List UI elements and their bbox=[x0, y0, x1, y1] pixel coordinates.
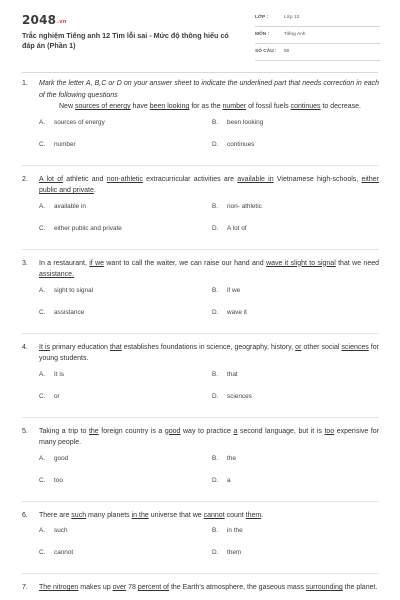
option-letter: A. bbox=[39, 527, 46, 534]
answer-option[interactable] bbox=[39, 309, 84, 316]
question-number: 3. bbox=[22, 259, 28, 267]
question-item bbox=[22, 582, 379, 594]
underlined-part: in the bbox=[131, 511, 149, 519]
question-item bbox=[22, 258, 379, 334]
question-number: 6. bbox=[22, 511, 28, 519]
answer-options bbox=[22, 287, 379, 333]
option-text: available in bbox=[54, 202, 86, 210]
answer-option[interactable] bbox=[212, 393, 252, 400]
question-item bbox=[22, 510, 379, 575]
option-text: assistance bbox=[54, 308, 85, 316]
answer-option[interactable] bbox=[39, 119, 105, 126]
underlined-part: good bbox=[164, 427, 181, 435]
meta-value: Tiếng Anh bbox=[284, 32, 306, 37]
underlined-part: A lot of bbox=[39, 175, 64, 183]
option-letter: A. bbox=[39, 286, 46, 294]
option-text: either public and private bbox=[54, 224, 122, 232]
option-text: or bbox=[54, 392, 60, 400]
site-logo[interactable] bbox=[22, 13, 67, 27]
meta-value: Lớp 12 bbox=[284, 15, 300, 20]
option-text: good bbox=[54, 454, 69, 462]
sentence-text: athletic and bbox=[63, 175, 107, 183]
sentence-text: In a restaurant, bbox=[39, 259, 90, 267]
option-text: in the bbox=[227, 527, 243, 534]
question-item bbox=[22, 174, 379, 250]
question-text bbox=[22, 510, 379, 522]
option-letter: D. bbox=[212, 140, 219, 148]
option-letter: C. bbox=[39, 224, 46, 232]
underlined-part: sources of energy bbox=[74, 103, 131, 110]
option-text: A lot of bbox=[227, 224, 247, 232]
option-letter: D. bbox=[212, 392, 219, 400]
sentence-text: extracurricular activities are bbox=[142, 175, 238, 183]
question-text bbox=[22, 582, 379, 594]
sentence-text: want to call the waiter, we can raise our hand and bbox=[104, 259, 267, 267]
answer-option[interactable] bbox=[212, 141, 254, 148]
answer-option[interactable] bbox=[39, 287, 93, 294]
sentence-text: count bbox=[224, 511, 246, 519]
sentence-text: expensive for many people. bbox=[39, 427, 380, 446]
sentence-text: New bbox=[59, 103, 75, 110]
question-divider bbox=[22, 501, 379, 502]
question-sentence bbox=[39, 101, 379, 113]
question-text bbox=[22, 78, 379, 113]
question-divider bbox=[22, 417, 379, 418]
sentence-text: . bbox=[93, 187, 96, 194]
question-list bbox=[0, 78, 400, 594]
option-text: if we bbox=[227, 286, 241, 294]
question-number: 7. bbox=[22, 584, 28, 591]
underlined-part: wave it slight to signal bbox=[266, 259, 336, 267]
answer-option[interactable] bbox=[39, 203, 86, 210]
option-text: sciences bbox=[227, 392, 252, 400]
sentence-text: 78 bbox=[126, 584, 138, 591]
option-text: too bbox=[54, 476, 63, 484]
question-text bbox=[22, 174, 379, 197]
question-text bbox=[22, 426, 379, 449]
meta-row-question-count bbox=[255, 47, 380, 61]
underlined-part: or bbox=[295, 343, 302, 351]
option-text: sight to signal bbox=[54, 286, 94, 294]
underlined-part: sciences bbox=[341, 343, 369, 351]
meta-label: LỚP : bbox=[255, 15, 269, 20]
sentence-text: other social bbox=[301, 343, 342, 351]
option-text: number bbox=[54, 140, 76, 148]
option-letter: B. bbox=[212, 118, 219, 126]
meta-row-subject bbox=[255, 30, 380, 44]
document-title: Trắc nghiệm Tiếng anh 12 Tìm lỗi sai - Mức độ thông hiểu có đáp án (Phần 1) bbox=[22, 31, 229, 50]
question-sentence bbox=[39, 426, 379, 449]
question-sentence bbox=[39, 510, 379, 522]
sentence-text: foreign country is a bbox=[98, 427, 165, 435]
option-text: them bbox=[227, 549, 242, 556]
question-item bbox=[22, 342, 379, 418]
question-divider bbox=[22, 573, 379, 574]
answer-option[interactable] bbox=[39, 477, 63, 484]
sentence-text: Taking a trip to bbox=[39, 427, 89, 435]
underlined-part: the bbox=[88, 427, 99, 435]
option-letter: A. bbox=[39, 370, 46, 378]
question-divider bbox=[22, 249, 379, 250]
question-item bbox=[22, 78, 379, 166]
underlined-part: available in bbox=[237, 175, 274, 183]
question-sentence bbox=[39, 174, 379, 197]
question-sentence bbox=[39, 582, 379, 594]
sentence-text: of fossil fuels bbox=[246, 103, 291, 110]
answer-options bbox=[22, 455, 379, 501]
option-letter: D. bbox=[212, 308, 219, 316]
underlined-part: number bbox=[222, 103, 247, 110]
meta-label: MÔN : bbox=[255, 32, 270, 37]
question-text bbox=[22, 258, 379, 281]
underlined-part: either public and private bbox=[39, 175, 379, 194]
sentence-text: . bbox=[261, 511, 264, 519]
sentence-text: for as the bbox=[189, 103, 223, 110]
option-letter: A. bbox=[39, 454, 46, 462]
answer-option[interactable] bbox=[212, 203, 262, 210]
question-item bbox=[22, 426, 379, 502]
option-text: cannot bbox=[54, 549, 74, 556]
answer-option[interactable] bbox=[212, 549, 241, 556]
option-text: continues bbox=[227, 140, 255, 148]
answer-option[interactable] bbox=[212, 477, 231, 484]
option-letter: C. bbox=[39, 476, 46, 484]
option-text: such bbox=[54, 527, 68, 534]
option-letter: C. bbox=[39, 140, 46, 148]
sentence-text: makes up bbox=[78, 584, 113, 591]
question-sentence bbox=[39, 342, 379, 365]
sentence-text: second language, but it is bbox=[237, 427, 325, 435]
answer-option[interactable] bbox=[212, 309, 247, 316]
sentence-text: many planets bbox=[86, 511, 132, 519]
question-sentence bbox=[39, 258, 379, 281]
underlined-part: cannot bbox=[203, 511, 225, 519]
option-text: wave it bbox=[227, 308, 247, 316]
meta-label: SỐ CÂU : bbox=[255, 49, 277, 54]
sentence-text: the Earth's atmosphere, the gaseous mass bbox=[169, 584, 306, 591]
question-divider bbox=[22, 165, 379, 166]
underlined-part: if we bbox=[89, 259, 105, 267]
sentence-text: have bbox=[130, 103, 150, 110]
logo-tld: .vn bbox=[57, 19, 67, 25]
question-instructions: Mark the letter A, B,C or D on your answer sheet to indicate the underlined part that needs correction in each of the following questions bbox=[39, 80, 379, 99]
answer-option[interactable] bbox=[212, 527, 243, 534]
underlined-part: percent of bbox=[137, 584, 170, 591]
underlined-part: continues bbox=[290, 103, 321, 110]
option-text: a bbox=[227, 476, 231, 484]
underlined-part: surrounding bbox=[305, 584, 343, 591]
sentence-text: the planet. bbox=[342, 584, 378, 591]
sentence-text: establishes foundations in science, geography, history, bbox=[121, 343, 296, 351]
option-letter: C. bbox=[39, 549, 46, 556]
option-letter: B. bbox=[212, 202, 219, 210]
option-letter: B. bbox=[212, 454, 219, 462]
answer-options bbox=[22, 119, 379, 165]
option-text: been looking bbox=[227, 118, 264, 126]
option-letter: B. bbox=[212, 286, 219, 294]
answer-option[interactable] bbox=[39, 455, 68, 462]
option-text: It is bbox=[54, 370, 64, 378]
document-meta bbox=[255, 13, 380, 64]
question-number: 5. bbox=[22, 427, 28, 435]
option-letter: A. bbox=[39, 118, 46, 126]
option-letter: D. bbox=[212, 476, 219, 484]
sentence-text: There are bbox=[39, 511, 72, 519]
answer-option[interactable] bbox=[212, 371, 238, 378]
option-letter: B. bbox=[212, 370, 219, 378]
answer-options bbox=[22, 527, 379, 573]
option-letter: C. bbox=[39, 308, 46, 316]
answer-option[interactable] bbox=[212, 225, 247, 232]
underlined-part: been looking bbox=[149, 103, 190, 110]
answer-options bbox=[22, 371, 379, 417]
answer-options bbox=[22, 203, 379, 249]
underlined-part: a bbox=[233, 427, 238, 435]
answer-option[interactable] bbox=[39, 141, 76, 148]
sentence-text: universe that we bbox=[148, 511, 204, 519]
option-letter: A. bbox=[39, 202, 46, 210]
answer-option[interactable] bbox=[212, 119, 263, 126]
option-letter: C. bbox=[39, 392, 46, 400]
sentence-text: for young students. bbox=[39, 343, 380, 362]
logo-text: 2048 bbox=[22, 13, 57, 27]
question-text bbox=[22, 342, 379, 365]
answer-option[interactable] bbox=[39, 549, 73, 556]
question-divider bbox=[22, 333, 379, 334]
option-text: sources of energy bbox=[54, 118, 105, 126]
underlined-part: The nitrogen bbox=[39, 584, 79, 591]
underlined-part: that bbox=[109, 343, 122, 351]
question-number: 2. bbox=[22, 175, 28, 183]
option-letter: D. bbox=[212, 549, 219, 556]
question-number: 4. bbox=[22, 343, 28, 351]
page-header bbox=[0, 0, 400, 62]
option-text: the bbox=[227, 454, 236, 462]
question-number: 1. bbox=[22, 80, 28, 87]
answer-option[interactable] bbox=[39, 225, 122, 232]
sentence-text: way to practice bbox=[180, 427, 234, 435]
underlined-part: It is bbox=[39, 343, 51, 351]
underlined-part: over bbox=[112, 584, 127, 591]
sentence-text: Vietnamese high-schools, bbox=[273, 175, 362, 183]
sentence-text: to decrease. bbox=[320, 103, 361, 110]
answer-option[interactable] bbox=[212, 455, 236, 462]
underlined-part: assistance. bbox=[39, 271, 75, 278]
answer-option[interactable] bbox=[39, 371, 64, 378]
answer-option[interactable] bbox=[212, 287, 240, 294]
underlined-part: them bbox=[245, 511, 262, 519]
header-divider bbox=[22, 72, 378, 73]
answer-option[interactable] bbox=[39, 527, 68, 534]
option-letter: B. bbox=[212, 527, 219, 534]
underlined-part: such bbox=[71, 511, 87, 519]
meta-value: 50 bbox=[284, 49, 290, 54]
sentence-text: primary education bbox=[50, 343, 110, 351]
option-letter: D. bbox=[212, 224, 219, 232]
sentence-text: that we need bbox=[335, 259, 380, 267]
option-text: that bbox=[227, 370, 238, 378]
meta-row-class bbox=[255, 13, 380, 27]
underlined-part: too bbox=[324, 427, 335, 435]
option-text: non- athletic bbox=[227, 202, 262, 210]
underlined-part: non-athletic bbox=[106, 175, 143, 183]
answer-option[interactable] bbox=[39, 393, 60, 400]
